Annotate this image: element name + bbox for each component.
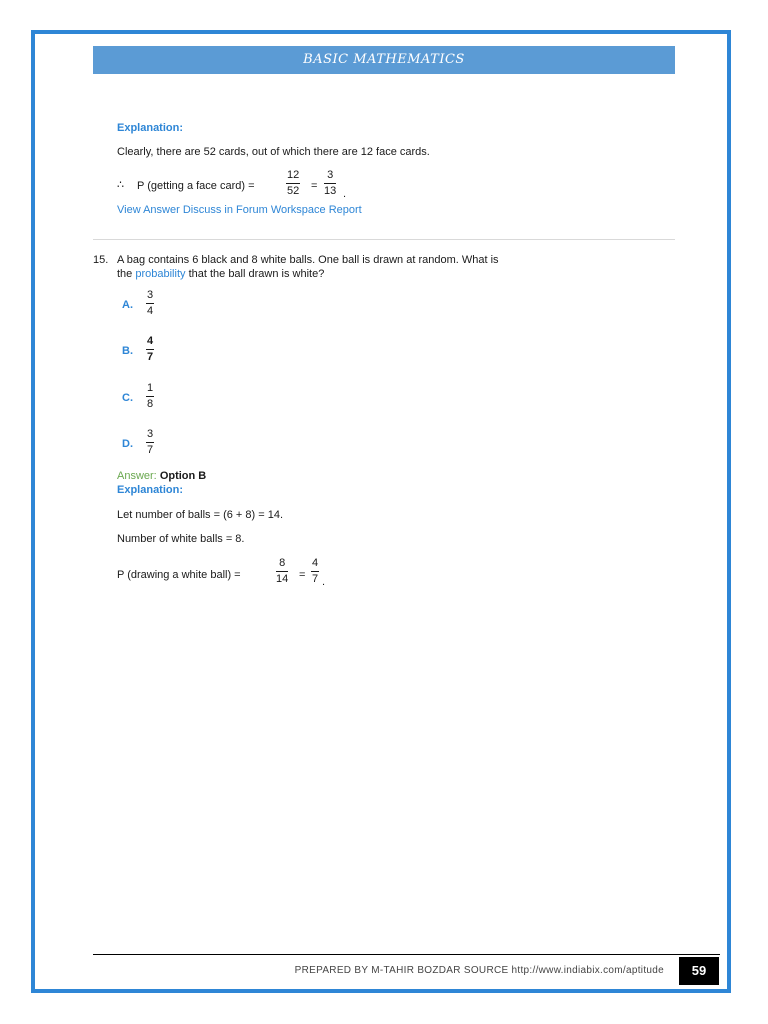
explanation-fraction-2-numerator: 4 [311, 557, 319, 572]
option-c-label[interactable]: C. [122, 392, 133, 404]
answer-line [117, 469, 206, 483]
answer-label: Answer: [117, 470, 157, 482]
footer-rule [93, 954, 720, 955]
explanation-label: Explanation: [117, 484, 184, 496]
prev-fraction-1-numerator: 12 [286, 169, 300, 184]
prev-fraction-1 [286, 169, 300, 198]
prev-fraction-2-numerator: 3 [324, 169, 336, 184]
prev-period: . [343, 188, 347, 200]
explanation-fraction-1-numerator: 8 [276, 557, 288, 572]
option-b-denominator: 7 [147, 351, 154, 363]
probability-link[interactable]: probability [135, 268, 186, 280]
question-text-line-1: A bag contains 6 black and 8 white balls. One ball is drawn at random. What is [117, 254, 499, 266]
option-d-numerator: 3 [146, 428, 154, 443]
prev-fraction-2 [324, 169, 336, 198]
option-b-fraction[interactable] [146, 335, 154, 364]
explanation-line-1: Let number of balls = (6 + 8) = 14. [117, 509, 284, 521]
prev-equals: = [311, 180, 318, 192]
answer-value: Option B [159, 470, 207, 482]
explanation-line-2: Number of white balls = 8. [117, 533, 245, 545]
explanation-fraction-1 [276, 557, 288, 586]
explanation-fraction-1-denominator: 14 [276, 573, 289, 585]
option-b-label[interactable]: B. [122, 345, 133, 357]
prev-explanation-label: Explanation: [117, 122, 184, 134]
option-c-fraction[interactable] [146, 382, 154, 411]
question-text-line-2 [117, 267, 324, 281]
prev-fraction-2-denominator: 13 [324, 185, 337, 197]
option-a-denominator: 4 [147, 305, 154, 317]
option-d-label[interactable]: D. [122, 438, 133, 450]
option-d-fraction[interactable] [146, 428, 154, 457]
prev-question-links[interactable]: View Answer Discuss in Forum Workspace Report [117, 204, 362, 216]
option-a-numerator: 3 [146, 289, 154, 304]
option-a-fraction[interactable] [146, 289, 154, 318]
question-number: 15. [93, 254, 109, 266]
footer-source-text: PREPARED BY M-TAHIR BOZDAR SOURCE http://www.indiabix.com/aptitude [294, 965, 664, 976]
explanation-probability-label: P (drawing a white ball) = [117, 569, 241, 581]
option-a-label[interactable]: A. [122, 299, 133, 311]
question-text-pre: the [117, 268, 133, 280]
section-divider [93, 239, 675, 240]
prev-explanation-line: Clearly, there are 52 cards, out of which there are 12 face cards. [117, 146, 430, 158]
option-c-numerator: 1 [146, 382, 154, 397]
page-number: 59 [679, 957, 719, 985]
question-text-post: that the ball drawn is white? [188, 268, 325, 280]
explanation-equals: = [299, 569, 306, 581]
prev-fraction-1-denominator: 52 [287, 185, 300, 197]
option-d-denominator: 7 [147, 444, 154, 456]
option-b-numerator: 4 [146, 335, 154, 350]
explanation-fraction-2-denominator: 7 [312, 573, 319, 585]
explanation-period: . [322, 576, 326, 588]
prev-probability-label: P (getting a face card) = [137, 180, 255, 192]
therefore-symbol: ∴ [117, 179, 124, 191]
explanation-fraction-2 [311, 557, 319, 586]
option-c-denominator: 8 [147, 398, 154, 410]
page-header-banner: BASIC MATHEMATICS [93, 46, 675, 74]
